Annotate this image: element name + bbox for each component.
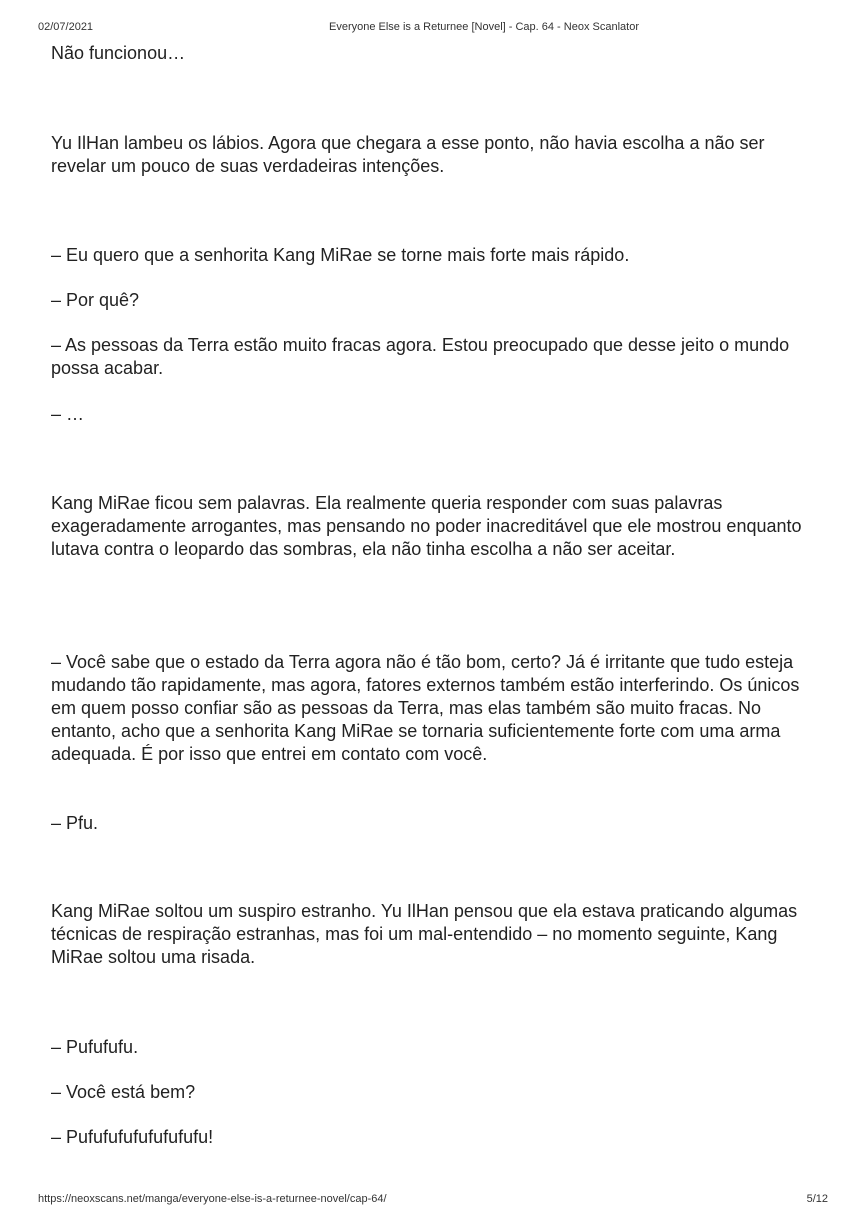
page-number: 5/12 [806,1193,828,1205]
dialogue-line-9: – Pufufufufufufufufu! [51,1127,214,1147]
paragraph-3: Kang MiRae ficou sem palavras. Ela realmente queria responder com suas palavras exageradamente arrogantes, mas pensando no poder inacreditável que ele mostrou enquanto lutava contra o leopardo das sombras, ela não tinha escolha a não ser aceitar. [51,493,802,559]
paragraph-2: Yu IlHan lambeu os lábios. Agora que chegara a esse ponto, não havia escolha a não ser revelar um pouco de suas verdadeiras intenções. [51,133,765,176]
dialogue-line-6: – Pfu. [51,813,99,833]
print-date: 02/07/2021 [38,21,94,33]
dialogue-line-4: – … [51,404,85,424]
source-url: https://neoxscans.net/manga/everyone-else-is-a-returnee-novel/cap-64/ [38,1193,387,1205]
document-title: Everyone Else is a Returnee [Novel] - Cap. 64 - Neox Scanlator [329,21,639,33]
dialogue-line-8: – Você está bem? [51,1082,196,1102]
dialogue-line-1: – Eu quero que a senhorita Kang MiRae se torne mais forte mais rápido. [51,245,630,265]
dialogue-line-3: – As pessoas da Terra estão muito fracas agora. Estou preocupado que desse jeito o mundo possa acabar. [51,335,790,378]
dialogue-line-5: – Você sabe que o estado da Terra agora não é tão bom, certo? Já é irritante que tudo esteja mudando tão rapidamente, mas agora, fatores externos também estão interferindo. Os únicos em quem posso confiar são as pessoas da Terra, mas elas também são muito fracas. No entanto, acho que a senhorita Kang MiRae se tornaria suficientemente forte com uma arma adequada. É por isso que entrei em contato com você. [51,652,800,764]
dialogue-line-2: – Por quê? [51,290,140,310]
dialogue-line-7: – Pufufufu. [51,1037,139,1057]
paragraph-1: Não funcionou… [51,43,186,63]
paragraph-4: Kang MiRae soltou um suspiro estranho. Yu IlHan pensou que ela estava praticando algumas técnicas de respiração estranhas, mas foi um mal-entendido – no momento seguinte, Kang MiRae soltou uma risada. [51,901,798,967]
